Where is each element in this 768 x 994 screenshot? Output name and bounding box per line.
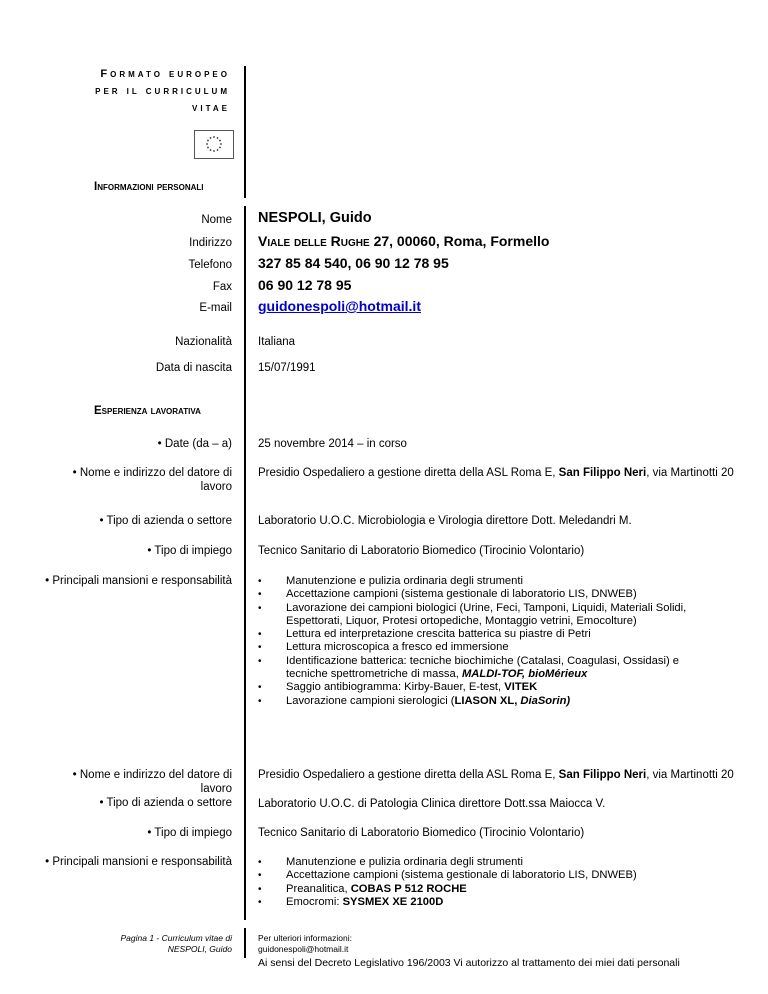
label-sector-2: • Tipo di azienda o settore: [99, 797, 232, 809]
job1-sector: Laboratorio U.O.C. Microbiologia e Virologia direttore Dott. Meledandri M.: [258, 515, 632, 527]
list-item: • Accettazione campioni (sistema gestionale di laboratorio LIS, DNWEB): [258, 869, 698, 882]
job2-sector: Laboratorio U.O.C. di Patologia Clinica direttore Dott.ssa Maiocca V.: [258, 798, 606, 810]
cv-title: [95, 66, 230, 117]
label-job-type: • Tipo di impiego: [147, 545, 232, 557]
list-item: • Manutenzione e pulizia ordinaria degli strumenti: [258, 575, 698, 588]
job1-employer-bold: San Filippo Neri: [558, 467, 647, 479]
value-indirizzo-rest: 27, 00060, Roma, Formello: [369, 233, 550, 249]
duty-bold-italic: DiaSorin): [520, 694, 571, 707]
cv-title-line-1: Formato europeo: [100, 68, 230, 80]
job1-employer: [258, 466, 734, 480]
label-telefono: Telefono: [188, 259, 232, 271]
email-link[interactable]: guidonespoli@hotmail.it: [258, 298, 421, 314]
label-employer: [73, 466, 232, 494]
list-item: • Lavorazione dei campioni biologici (Urine, Feci, Tamponi, Liquidi, Materiali Solidi, Espettorati, Liquor, Protesi ortopediche, Montaggio vetrini, Emocolture): [258, 602, 698, 629]
value-indirizzo-street: Viale delle Rughe: [258, 233, 370, 249]
value-telefono: 327 85 84 540, 06 90 12 78 95: [258, 255, 449, 271]
list-item: [258, 896, 698, 909]
label-email: E-mail: [199, 302, 232, 314]
value-nome: NESPOLI, Guido: [258, 210, 372, 226]
duty-bold: MALDI-TOF, bioMérieux: [461, 668, 588, 681]
label-sector: • Tipo di azienda o settore: [99, 515, 232, 527]
label-data-nascita: Data di nascita: [155, 362, 232, 374]
duty-text: Lavorazione campioni sierologici (: [286, 694, 455, 707]
footer-info-line-1: Per ulteriori informazioni:: [258, 933, 353, 943]
list-item: • Lettura ed interpretazione crescita batterica su piastre di Petri: [258, 628, 698, 641]
job2-duties-list: [258, 856, 698, 909]
footer-page-info: [121, 933, 233, 955]
eu-flag-logo: [194, 130, 234, 159]
duty-bold: LIASON XL,: [454, 694, 521, 707]
section-title-personal: Informazioni personali: [94, 181, 204, 193]
label-employer-2-line-1: • Nome e indirizzo del datore di: [72, 769, 232, 781]
job1-employer-post: , via Martinotti 20: [646, 467, 734, 479]
footer-privacy: Ai sensi del Decreto Legislativo 196/2003 Vi autorizzo al trattamento dei miei dati personali: [258, 957, 680, 969]
column-divider-main: [244, 206, 246, 920]
value-indirizzo: [258, 234, 549, 248]
eu-stars-icon: [195, 131, 233, 158]
duty-bold: SYSMEX XE 2100D: [342, 895, 444, 908]
list-item: • Manutenzione e pulizia ordinaria degli strumenti: [258, 856, 698, 869]
value-data-nascita: 15/07/1991: [258, 362, 316, 374]
label-duties-2: • Principali mansioni e responsabilità: [45, 856, 232, 868]
label-nazionalita: Nazionalità: [175, 336, 232, 348]
label-duties: • Principali mansioni e responsabilità: [45, 575, 232, 587]
footer-page-line-2: NESPOLI, Guido: [167, 944, 232, 954]
label-fax: Fax: [212, 281, 232, 293]
cv-title-line-2: per il curriculum: [95, 85, 230, 97]
job2-employer-pre: Presidio Ospedaliero a gestione diretta della ASL Roma E,: [258, 769, 559, 781]
job2-employer: [258, 768, 734, 782]
duty-text: Identificazione batterica: tecniche biochimiche (Catalasi, Coagulasi, Ossidasi) e tecniche spettrometriche di massa,: [286, 654, 679, 681]
label-employer-line-1: • Nome e indirizzo del datore di: [72, 467, 232, 479]
value-fax: 06 90 12 78 95: [258, 277, 352, 293]
job2-job-type: Tecnico Sanitario di Laboratorio Biomedico (Tirocinio Volontario): [258, 827, 585, 839]
section-title-experience: Esperienza lavorativa: [94, 405, 201, 417]
list-item: [258, 695, 698, 708]
duty-text: Preanalitica,: [286, 882, 351, 895]
list-item: • Lettura microscopica a fresco ed immersione: [258, 641, 698, 654]
label-employer-2-line-2: lavoro: [200, 783, 232, 795]
footer-info: [258, 933, 352, 955]
label-employer-line-2: lavoro: [200, 481, 232, 493]
job1-job-type: Tecnico Sanitario di Laboratorio Biomedico (Tirocinio Volontario): [258, 545, 585, 557]
list-item: • Accettazione campioni (sistema gestionale di laboratorio LIS, DNWEB): [258, 588, 698, 601]
duty-bold: VITEK: [504, 681, 538, 694]
cv-title-line-3: vitae: [192, 102, 230, 114]
duty-bold: COBAS P 512 ROCHE: [350, 882, 467, 895]
label-indirizzo: Indirizzo: [189, 237, 232, 249]
list-item: [258, 883, 698, 896]
job2-employer-post: , via Martinotti 20: [646, 769, 734, 781]
footer-info-email: guidonespoli@hotmail.it: [258, 944, 349, 954]
value-nazionalita: Italiana: [258, 336, 296, 348]
job1-duties-list: [258, 575, 698, 708]
label-nome: Nome: [201, 214, 232, 226]
job1-dates: 25 novembre 2014 – in corso: [258, 438, 407, 450]
column-divider-top: [244, 66, 246, 198]
label-date: • Date (da – a): [157, 438, 232, 450]
label-employer-2: [73, 768, 232, 810]
list-item: [258, 655, 698, 682]
duty-text: Emocromi:: [286, 895, 343, 908]
label-job-type-2: • Tipo di impiego: [147, 827, 232, 839]
duty-text: Saggio antibiogramma: Kirby-Bauer, E-test,: [286, 681, 505, 694]
footer-page-line-1: Pagina 1 - Curriculum vitae di: [120, 933, 232, 943]
job2-employer-bold: San Filippo Neri: [558, 769, 647, 781]
job1-employer-pre: Presidio Ospedaliero a gestione diretta della ASL Roma E,: [258, 467, 559, 479]
list-item: [258, 681, 698, 694]
column-divider-footer: [244, 928, 246, 958]
